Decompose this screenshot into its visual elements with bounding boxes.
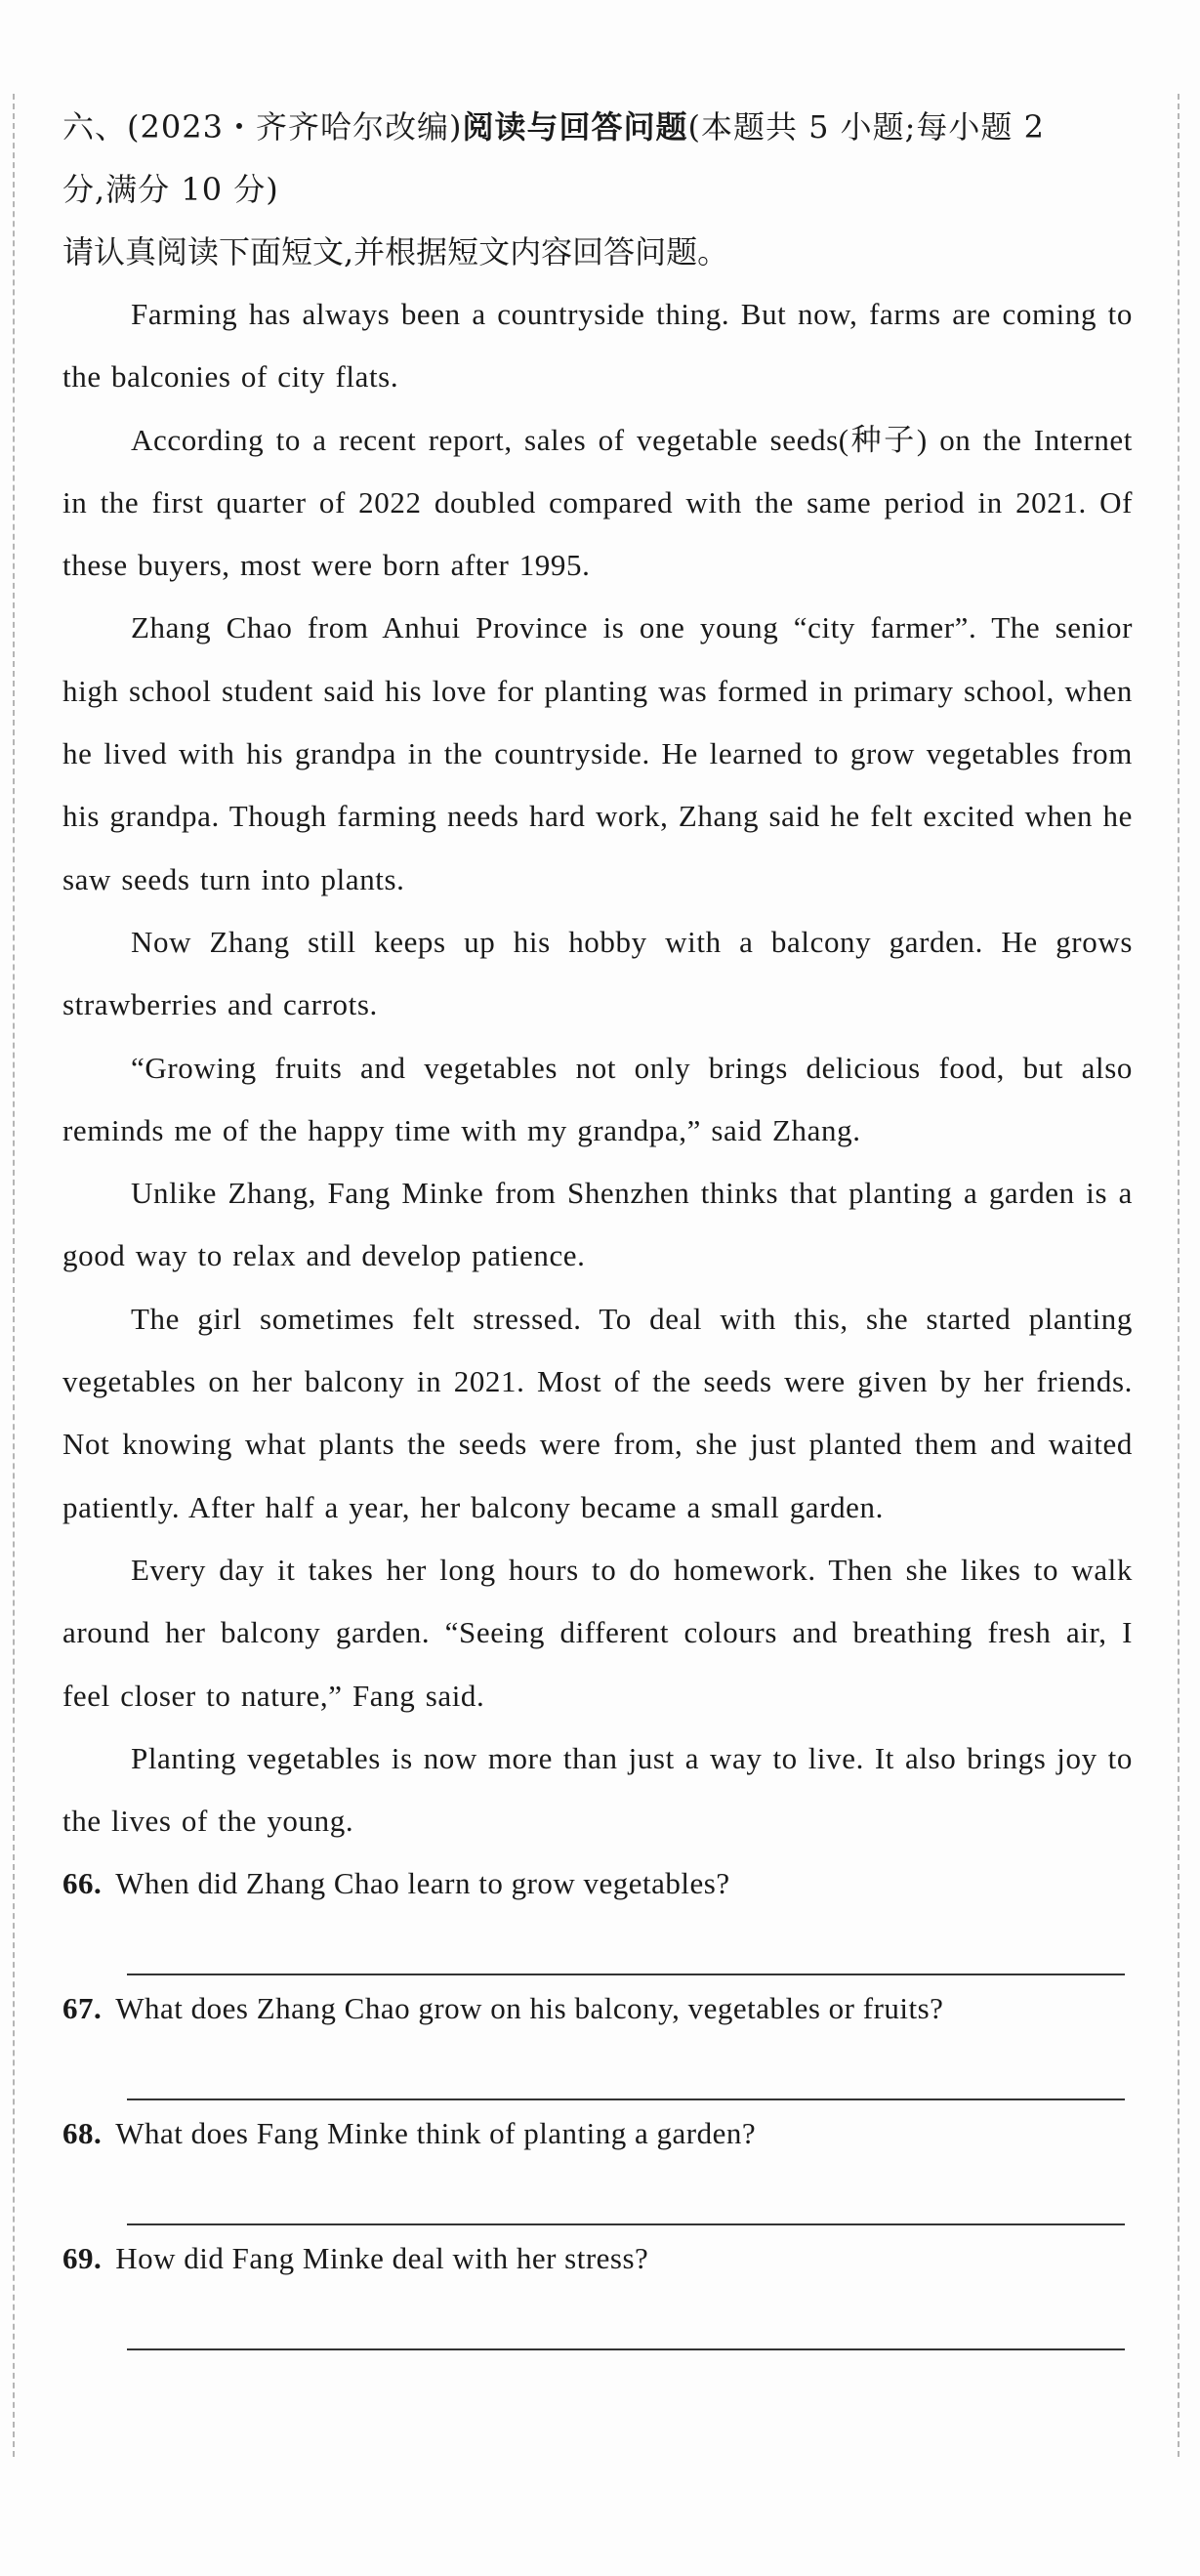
passage-paragraph: Every day it takes her long hours to do homework. Then she likes to walk around her balcony garden. “Seeing different colours and breathing fresh air, I feel closer to nature,” Fang said. [62, 1552, 1133, 1713]
passage-paragraph: According to a recent report, sales of vegetable seeds(种子) on the Internet in the first quarter of 2022 doubled compared with the same period in 2021. Of these buyers, most were born after 1995. [62, 422, 1133, 583]
question-number: 67. [62, 1991, 103, 2026]
section-scoring-cont: 分,满分 10 分) [62, 171, 279, 208]
question-item [62, 1852, 1133, 1977]
section-header [62, 96, 1133, 221]
question-item [62, 2227, 1133, 2352]
question-number: 69. [62, 2241, 103, 2276]
passage-paragraph: “Growing fruits and vegetables not only brings delicious food, but also reminds me of the happy time with my grandpa,” said Zhang. [62, 1050, 1133, 1147]
question-item [62, 1977, 1133, 2102]
section-scoring: (本题共 5 小题;每小题 2 [687, 108, 1045, 145]
passage-paragraph: Unlike Zhang, Fang Minke from Shenzhen thinks that planting a garden is a good way to relax and develop patience. [62, 1176, 1133, 1273]
right-margin-dashed-line [1178, 94, 1179, 2457]
question-prompt: How did Fang Minke deal with her stress? [115, 2241, 649, 2276]
question-prompt: What does Zhang Chao grow on his balcony, vegetables or fruits? [115, 1991, 944, 2026]
answer-line[interactable] [127, 2165, 1133, 2227]
question-prompt: When did Zhang Chao learn to grow vegetables? [115, 1866, 730, 1901]
section-source: (2023・齐齐哈尔改编) [127, 108, 463, 145]
question-text [62, 2227, 1133, 2290]
question-number: 66. [62, 1866, 103, 1901]
passage [62, 283, 1133, 1852]
reading-section [62, 96, 1133, 2352]
questions [62, 1852, 1133, 2352]
answer-line[interactable] [127, 2040, 1133, 2102]
question-text [62, 1977, 1133, 2040]
passage-paragraph: Zhang Chao from Anhui Province is one young “city farmer”. The senior high school student said his love for planting was formed in primary school, when he lived with his grandpa in the countryside. He learned to grow vegetables from his grandpa. Though farming needs hard work, Zhang said he felt excited when he saw seeds turn into plants. [62, 610, 1133, 896]
question-text [62, 1852, 1133, 1915]
section-title: 阅读与回答问题 [462, 108, 688, 145]
question-text [62, 2102, 1133, 2165]
answer-line[interactable] [127, 2290, 1133, 2352]
passage-paragraph: Farming has always been a countryside thing. But now, farms are coming to the balconies of city flats. [62, 297, 1133, 395]
passage-paragraph: Now Zhang still keeps up his hobby with a balcony garden. He grows strawberries and carrots. [62, 924, 1133, 1022]
answer-line[interactable] [127, 1915, 1133, 1977]
instruction-text: 请认真阅读下面短文,并根据短文内容回答问题。 [62, 233, 729, 270]
question-number: 68. [62, 2116, 103, 2151]
question-item [62, 2102, 1133, 2227]
left-margin-dashed-line [13, 94, 15, 2457]
passage-paragraph: The girl sometimes felt stressed. To deal with this, she started planting vegetables on her balcony in 2021. Most of the seeds were given by her friends. Not knowing what plants the seeds were from, she just planted them and waited patiently. After half a year, her balcony became a small garden. [62, 1301, 1133, 1524]
passage-paragraph: Planting vegetables is now more than just a way to live. It also brings joy to the lives of the young. [62, 1740, 1133, 1839]
section-number: 六、 [62, 108, 128, 145]
question-prompt: What does Fang Minke think of planting a garden? [115, 2116, 757, 2151]
